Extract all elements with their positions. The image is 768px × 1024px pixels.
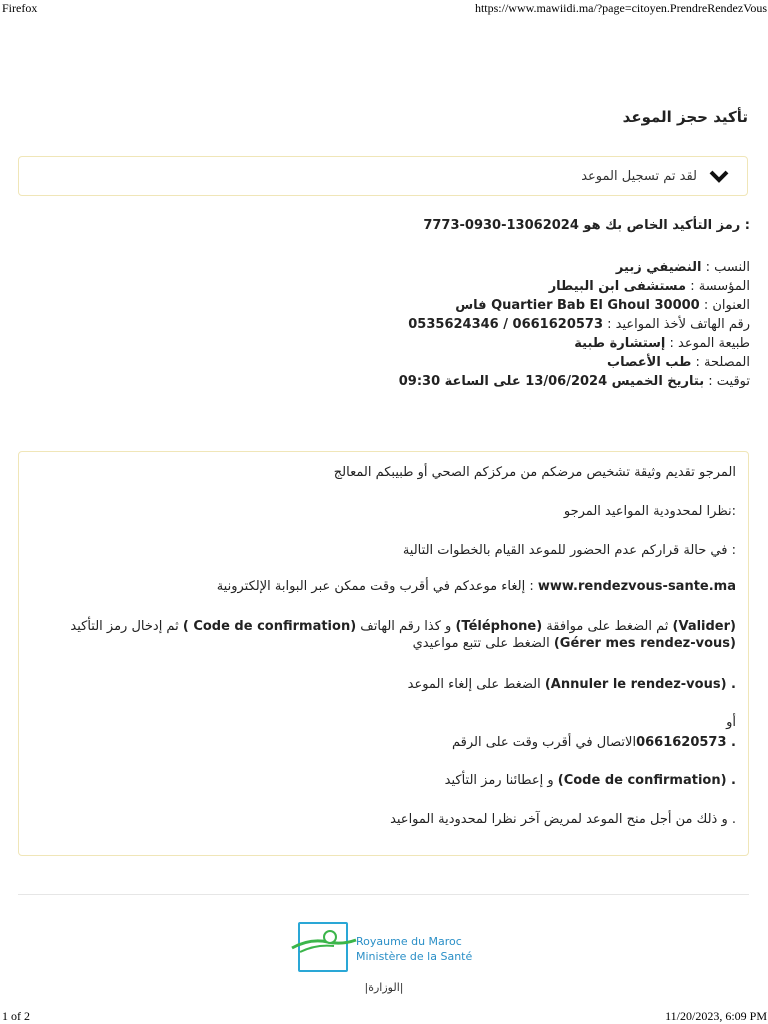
instruction-text: ثم الضغط على موافقة xyxy=(542,619,673,634)
instruction-bold: (Code de confirmation ) xyxy=(182,619,357,634)
instruction-p6 xyxy=(31,676,736,693)
browser-app-name: Firefox xyxy=(2,1,38,15)
detail-row-address xyxy=(18,296,750,315)
detail-label: النسب : xyxy=(701,260,750,275)
instruction-p10: . و ذلك من أجل منح الموعد لمريض آخر نظرا لمحدودية المواعيد xyxy=(390,812,736,827)
print-datetime: 11/20/2023, 6:09 PM xyxy=(665,1009,767,1023)
instruction-bold: . (Annuler le rendez-vous) xyxy=(544,677,736,692)
instruction-bold: (Valider) xyxy=(672,619,736,634)
detail-row-name xyxy=(18,258,750,277)
logo-text xyxy=(356,934,472,964)
detail-value: Quartier Bab El Ghoul 30000 فاس xyxy=(455,298,700,313)
instruction-p2: :نظرا لمحدودية المواعيد المرجو xyxy=(563,504,736,519)
detail-row-phone xyxy=(18,315,750,334)
detail-row-time xyxy=(18,372,750,391)
detail-label: العنوان : xyxy=(699,298,750,313)
detail-label: توقيت : xyxy=(704,374,750,389)
print-footer xyxy=(0,1008,768,1024)
chevron-down-icon[interactable] xyxy=(709,166,729,186)
detail-value: طب الأعصاب xyxy=(607,355,692,370)
page-title: تأكيد حجز الموعد xyxy=(622,108,748,126)
instruction-text: : إلغاء موعدكم في أقرب وقت ممكن عبر البوابة الإلكترونية xyxy=(216,579,538,594)
instruction-p3: : في حالة قراركم عدم الحضور للموعد القيام بالخطوات التالية xyxy=(402,543,736,558)
instruction-bold: (Téléphone) xyxy=(455,619,543,634)
instruction-p8 xyxy=(31,734,736,751)
instructions-box xyxy=(18,451,749,856)
instruction-text: ثم إدخال رمز التأكيد xyxy=(70,619,183,634)
detail-row-institution xyxy=(18,277,750,296)
instruction-p5 xyxy=(31,618,736,652)
footer-divider xyxy=(18,894,749,895)
page-url[interactable]: https://www.mawiidi.ma/?page=citoyen.PrendreRendezVous xyxy=(474,1,767,15)
instruction-p9 xyxy=(31,772,736,789)
portal-link[interactable]: www.rendezvous-sante.ma xyxy=(537,579,736,594)
instruction-p4 xyxy=(31,578,736,595)
detail-label: رقم الهاتف لأخذ المواعيد : xyxy=(603,317,750,332)
confirmation-code: : رمز التأكيد الخاص بك هو 13062024-0930-7773 xyxy=(423,218,750,233)
notice-text: لقد تم تسجيل الموعد xyxy=(581,168,697,184)
appointment-details xyxy=(18,258,750,391)
detail-row-service xyxy=(18,353,750,372)
instruction-text: الاتصال في أقرب وقت على الرقم xyxy=(452,735,637,750)
detail-row-type xyxy=(18,334,750,353)
page-count: 1 of 2 xyxy=(2,1009,30,1023)
detail-value: بتاريخ الخميس 13/06/2024 على الساعة 09:30 xyxy=(398,374,705,389)
instruction-text: و كذا رقم الهاتف xyxy=(356,619,456,634)
detail-label: المؤسسة : xyxy=(686,279,750,294)
ministry-link[interactable]: |الوزارة| xyxy=(364,981,404,994)
ministry-logo xyxy=(290,918,490,978)
instruction-bold: . (Code de confirmation) xyxy=(557,773,736,788)
print-header xyxy=(0,0,768,16)
detail-value: النضيفي زبير xyxy=(615,260,702,275)
notice-collapsible[interactable] xyxy=(18,156,748,196)
instruction-text: الضغط على إلغاء الموعد xyxy=(407,677,545,692)
detail-label: المصلحة : xyxy=(691,355,750,370)
detail-value: مستشفى ابن البيطار xyxy=(548,279,687,294)
detail-value: إستشارة طبية xyxy=(574,336,666,351)
detail-value: 0661620573 / 0535624346 xyxy=(408,317,604,332)
instruction-text: الضغط على تتبع مواعيدي xyxy=(412,636,554,651)
phone-number: . 0661620573 xyxy=(636,735,736,750)
logo-line2: Ministère de la Santé xyxy=(356,950,473,963)
instruction-text: و إعطائنا رمز التأكيد xyxy=(444,773,558,788)
logo-line1: Royaume du Maroc xyxy=(356,935,462,948)
instruction-bold: (Gérer mes rendez-vous) xyxy=(553,636,736,651)
detail-label: طبيعة الموعد : xyxy=(665,336,750,351)
instruction-p1: المرجو تقديم وثيقة تشخيص مرضكم من مركزكم الصحي أو طبيبكم المعالج xyxy=(333,465,736,480)
logo-swoosh-icon xyxy=(290,926,360,966)
instruction-p7: أو xyxy=(726,715,736,730)
